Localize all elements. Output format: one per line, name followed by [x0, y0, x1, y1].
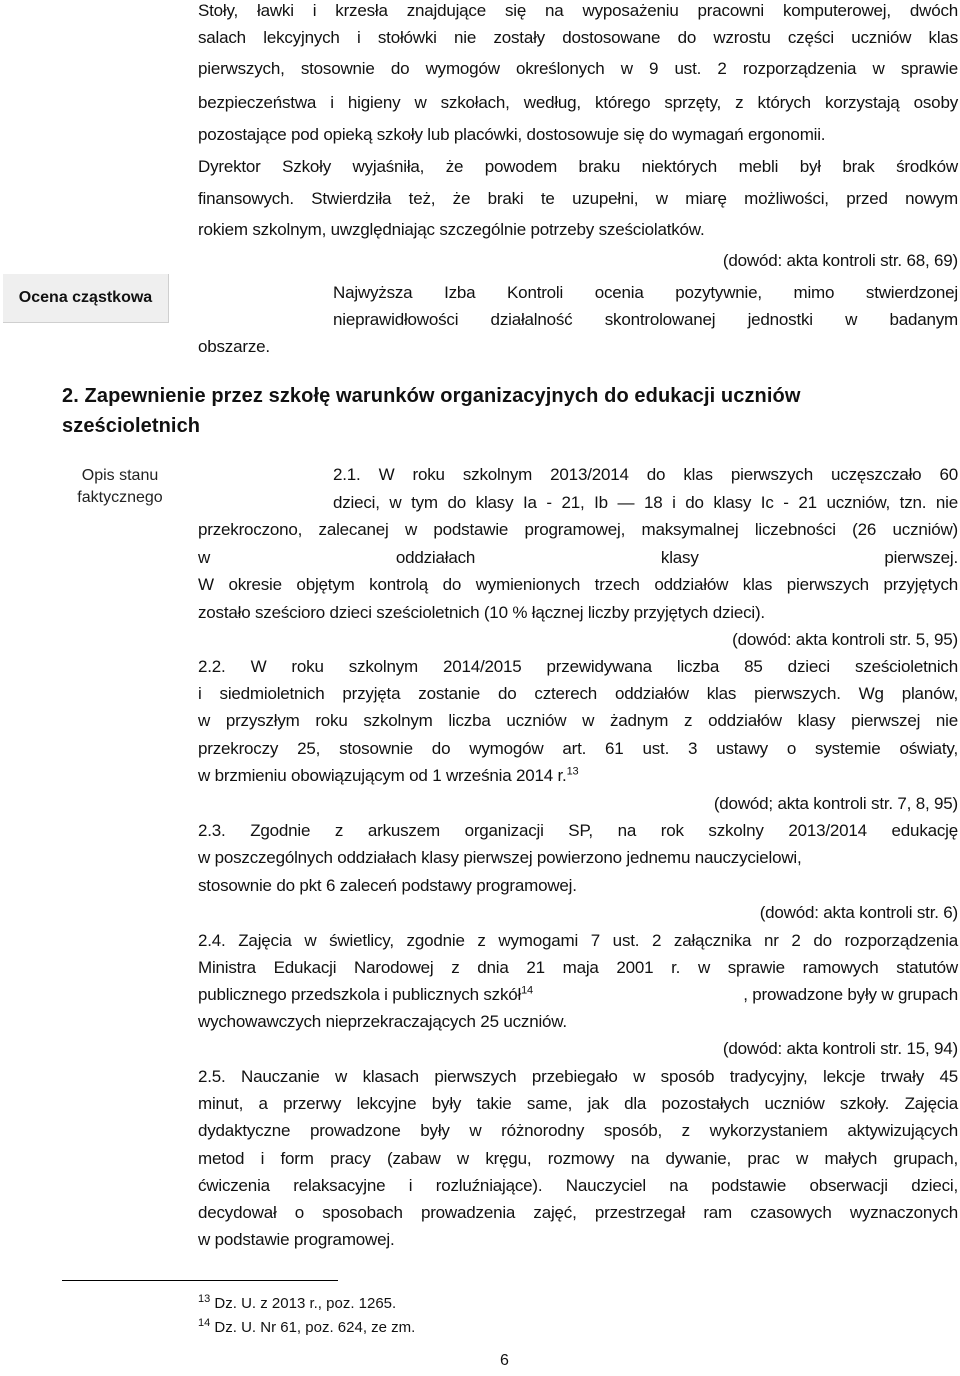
text-line: stosownie do pkt 6 zaleceń podstawy programowej.	[198, 876, 577, 895]
evidence-note: (dowód; akta kontroli str. 7, 8, 95)	[713, 794, 958, 813]
text-line: Najwyższa Izba Kontroli ocenia pozytywnie, mimo stwierdzonej	[333, 283, 958, 302]
text-line: przekroczy 25, stosownie do wymogów art. 61 ust. 3 ustawy o systemie oświaty,	[198, 739, 958, 758]
section-heading-cont: sześcioletnich	[62, 415, 201, 437]
text-line: metod i form pracy (zabaw w kręgu, rozmowy na dywanie, prac w małych grupach,	[198, 1149, 958, 1168]
footnote-ref: 14	[521, 984, 533, 997]
page-number: 6	[500, 1352, 509, 1369]
section-heading: 2. Zapewnienie przez szkołę warunków organizacyjnych do edukacji uczniów	[62, 385, 801, 407]
text-span: publicznego przedszkola i publicznych szkół	[198, 985, 522, 1004]
side-label-line: faktycznego	[77, 489, 163, 506]
text-line: pozostające pod opieką szkoły lub placówki, dostosowuje się do wymagań ergonomii.	[198, 125, 826, 144]
text-line	[198, 984, 958, 1006]
text-line: w poszczególnych oddziałach klasy pierwszej powierzono jednemu nauczycielowi,	[198, 848, 802, 867]
text-line: w przyszłym roku szkolnym liczba uczniów w żadnym z oddziałów klasy pierwszej nie	[198, 711, 958, 730]
side-label-line: Opis stanu	[81, 467, 159, 484]
text-line: przekroczono, zalecanej w podstawie programowej, maksymalnej liczebności (26 uczniów)	[198, 520, 958, 539]
footnote-number: 14	[198, 1317, 211, 1329]
text-line: w podstawie programowej.	[198, 1230, 395, 1249]
text-line: 2.5. Nauczanie w klasach pierwszych przebiegało w sposób tradycyjny, lekcje trwały 45	[198, 1067, 958, 1086]
text-line: rokiem szkolnym, uwzględniając szczególnie potrzeby sześciolatków.	[198, 220, 705, 239]
text-line: W okresie objętym kontrolą do wymienionych trzech oddziałów klas pierwszych przyjętych	[198, 575, 958, 594]
text-line: Dyrektor Szkoły wyjaśniła, że powodem braku niektórych mebli był brak środków	[198, 157, 958, 176]
footnote-ref: 13	[566, 765, 579, 778]
text-line: finansowych. Stwierdziła też, że braki te uzupełni, w miarę możliwości, przed nowym	[198, 189, 958, 208]
text-line: nieprawidłowości działalność skontrolowanej jednostki w badanym	[333, 310, 958, 329]
footnote	[198, 1318, 415, 1338]
text-line: 2.4. Zajęcia w świetlicy, zgodnie z wymogami 7 ust. 2 załącznika nr 2 do rozporządzenia	[198, 931, 958, 950]
text-span: , prowadzone były w grupach	[743, 985, 958, 1004]
text-line: i siedmioletnich przyjęta zostanie do czterech oddziałów klas pierwszych. Wg planów,	[198, 684, 958, 703]
assessment-label-text: Ocena cząstkowa	[18, 289, 153, 306]
text-line: decydował o sposobach prowadzenia zajęć, przestrzegał ram czasowych wyznaczonych	[198, 1203, 958, 1222]
text-line: dydaktyczne prowadzone były w różnorodny sposób, z wykorzystaniem aktywizujących	[198, 1121, 958, 1140]
text-line	[198, 765, 578, 787]
text-line: 2.1. W roku szkolnym 2013/2014 do klas pierwszych uczęszczało 60	[333, 465, 958, 484]
evidence-note: (dowód: akta kontroli str. 5, 95)	[732, 630, 958, 649]
text-span: w brzmieniu obowiązującym od 1 września 2014 r.	[198, 766, 567, 785]
footnote	[198, 1294, 396, 1314]
text-line: obszarze.	[198, 337, 270, 356]
footnote-text: Dz. U. Nr 61, poz. 624, ze zm.	[214, 1319, 416, 1336]
evidence-note: (dowód: akta kontroli str. 15, 94)	[722, 1039, 958, 1058]
text-line: zostało sześcioro dzieci sześcioletnich (10 % łącznej liczby przyjętych dzieci).	[198, 603, 765, 622]
text-line: Ministra Edukacji Narodowej z dnia 21 maja 2001 r. w sprawie ramowych statutów	[198, 958, 958, 977]
text-line: pierwszych, stosownie do wymogów określonych w 9 ust. 2 rozporządzenia w sprawie	[198, 59, 958, 78]
footnote-number: 13	[198, 1293, 211, 1305]
footnote-text: Dz. U. z 2013 r., poz. 1265.	[214, 1295, 397, 1312]
evidence-note: (dowód: akta kontroli str. 68, 69)	[722, 251, 958, 270]
text-line: ćwiczenia relaksacyjne i rozluźniające). Nauczyciel na podstawie obserwacji dzieci,	[198, 1176, 958, 1195]
text-line: dzieci, w tym do klasy Ia - 21, Ib — 18 i do klasy Ic - 21 uczniów, tzn. nie	[333, 493, 958, 512]
text-line: wychowawczych nieprzekraczających 25 uczniów.	[198, 1012, 567, 1031]
text-line: Stoły, ławki i krzesła znajdujące się na wyposażeniu pracowni komputerowej, dwóch	[198, 1, 958, 20]
text-line: 2.3. Zgodnie z arkuszem organizacji SP, na rok szkolny 2013/2014 edukację	[198, 821, 958, 840]
footnote-divider	[62, 1280, 338, 1281]
text-line: w oddziałach klasy pierwszej.	[198, 548, 958, 567]
facts-side-label	[60, 465, 180, 509]
text-line: 2.2. W roku szkolnym 2014/2015 przewidywana liczba 85 dzieci sześcioletnich	[198, 657, 958, 676]
text-line: bezpieczeństwa i higieny w szkołach, według, którego sprzęty, z których korzystają osoby	[198, 93, 958, 112]
text-line: salach lekcyjnych i stołówki nie zostały dostosowane do wzrostu części uczniów klas	[198, 28, 958, 47]
evidence-note: (dowód: akta kontroli str. 6)	[759, 903, 958, 922]
text-span	[198, 984, 533, 1006]
text-line: minut, a przerwy lekcyjne były takie same, jak dla pozostałych uczniów szkoły. Zajęcia	[198, 1094, 958, 1113]
assessment-label	[3, 274, 169, 323]
